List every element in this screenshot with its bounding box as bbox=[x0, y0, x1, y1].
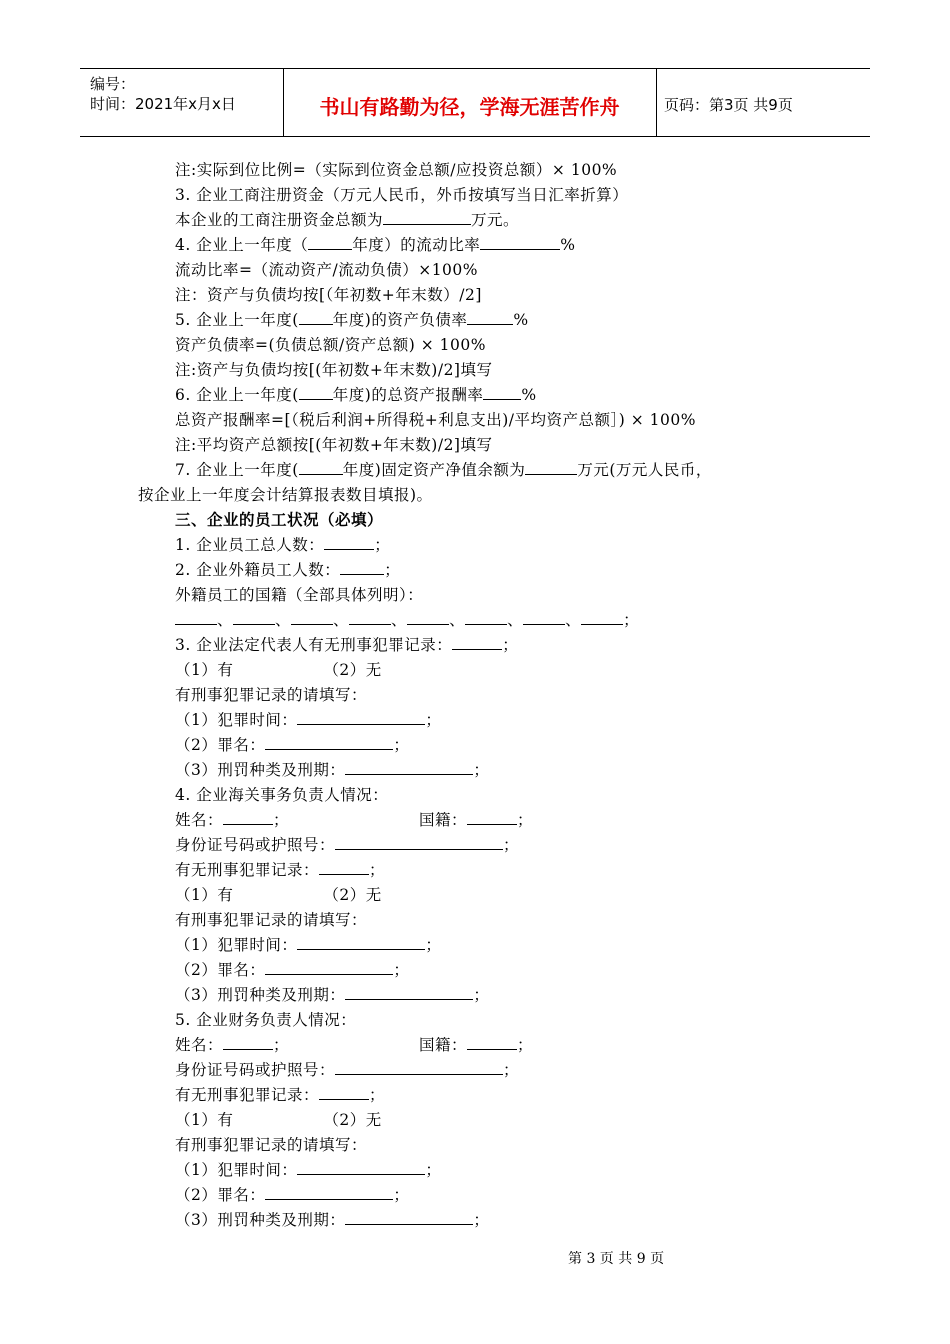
text-line bbox=[175, 1160, 441, 1180]
text-line bbox=[175, 360, 492, 380]
text: 4. 企业上一年度（ bbox=[175, 236, 309, 254]
option-no: （2）无 bbox=[323, 1111, 382, 1129]
text-line bbox=[175, 1135, 367, 1155]
text: ； bbox=[393, 961, 410, 979]
text-line bbox=[175, 860, 385, 880]
text-line bbox=[175, 560, 400, 580]
blank-field[interactable] bbox=[335, 1060, 503, 1075]
text-line bbox=[175, 185, 628, 205]
text: % bbox=[560, 236, 576, 254]
text-line bbox=[138, 485, 433, 505]
text: ； bbox=[517, 811, 534, 829]
option-yes: （1）有 bbox=[175, 886, 234, 904]
separator: 、 bbox=[333, 611, 350, 629]
text: ； bbox=[393, 1186, 410, 1204]
text: ； bbox=[369, 1086, 386, 1104]
text: （2）罪名： bbox=[175, 1186, 266, 1204]
text: 国籍： bbox=[419, 1036, 468, 1054]
blank-field[interactable] bbox=[452, 635, 502, 650]
text: 4. 企业海关事务负责人情况： bbox=[175, 786, 389, 804]
text: ； bbox=[273, 811, 290, 829]
text-line bbox=[175, 735, 409, 755]
text: 资产负债率=(负债总额/资产总额) × 100% bbox=[175, 336, 486, 354]
separator: 、 bbox=[391, 611, 408, 629]
text-line bbox=[175, 585, 423, 605]
text: 5. 企业上一年度( bbox=[175, 311, 299, 329]
text-line bbox=[175, 210, 519, 230]
text: ； bbox=[517, 1036, 534, 1054]
blank-field[interactable] bbox=[480, 235, 560, 250]
text: ； bbox=[473, 1211, 490, 1229]
header-right-cell bbox=[656, 69, 870, 136]
text: 5. 企业财务负责人情况： bbox=[175, 1011, 357, 1029]
text-line bbox=[175, 710, 441, 730]
text: 3. 企业工商注册资金（万元人民币，外币按填写当日汇率折算） bbox=[175, 186, 629, 204]
text: ； bbox=[273, 1036, 290, 1054]
separator: 、 bbox=[565, 611, 582, 629]
text: ； bbox=[374, 536, 391, 554]
text: （1）犯罪时间： bbox=[175, 936, 298, 954]
text: 本企业的工商注册资金总额为 bbox=[175, 211, 384, 229]
text: 国籍： bbox=[419, 811, 468, 829]
text-line bbox=[175, 1085, 385, 1105]
text-line bbox=[175, 985, 489, 1005]
text: ； bbox=[502, 636, 519, 654]
text-line bbox=[175, 910, 367, 930]
page-header bbox=[80, 68, 870, 137]
text: 身份证号码或护照号： bbox=[175, 1061, 336, 1079]
blank-field[interactable] bbox=[349, 610, 391, 625]
header-middle-cell bbox=[283, 69, 657, 136]
blank-field[interactable] bbox=[340, 560, 384, 575]
blank-field[interactable] bbox=[324, 535, 374, 550]
text-line bbox=[175, 1060, 519, 1080]
text: 年度)的资产负债率 bbox=[332, 311, 468, 329]
text: 6. 企业上一年度( bbox=[175, 386, 299, 404]
section-heading bbox=[175, 510, 383, 530]
text-line bbox=[175, 1010, 356, 1030]
blank-field[interactable] bbox=[581, 610, 623, 625]
text-line bbox=[175, 1185, 409, 1205]
text: ； bbox=[425, 1161, 442, 1179]
text-line bbox=[175, 260, 478, 280]
motto: 书山有路勤为径，学海无涯苦作舟 bbox=[319, 95, 620, 119]
text: ； bbox=[623, 611, 640, 629]
text: 1. 企业员工总人数： bbox=[175, 536, 325, 554]
text: 注:平均资产总额按[(年初数+年末数)/2]填写 bbox=[175, 436, 493, 454]
blank-field[interactable] bbox=[383, 210, 471, 225]
text: （1）犯罪时间： bbox=[175, 711, 298, 729]
text-line bbox=[175, 835, 519, 855]
text: 身份证号码或护照号： bbox=[175, 836, 336, 854]
text-line bbox=[175, 1210, 489, 1230]
text: 姓名： bbox=[175, 1036, 224, 1054]
text-line bbox=[175, 635, 518, 655]
blank-field[interactable] bbox=[265, 735, 393, 750]
text: 年度）的流动比率 bbox=[352, 236, 481, 254]
text: ； bbox=[503, 836, 520, 854]
text: 注:实际到位比例=（实际到位资金总额/应投资总额）× 100% bbox=[175, 161, 618, 179]
option-no: （2）无 bbox=[323, 661, 382, 679]
doc-number-label: 编号： bbox=[90, 75, 136, 93]
text: 年度)固定资产净值余额为 bbox=[342, 461, 526, 479]
text: ； bbox=[473, 986, 490, 1004]
text: 2. 企业外籍员工人数： bbox=[175, 561, 341, 579]
text-line bbox=[175, 410, 696, 430]
blank-field[interactable] bbox=[299, 460, 343, 475]
text: 外籍员工的国籍（全部具体列明）： bbox=[175, 586, 424, 604]
blank-field[interactable] bbox=[299, 310, 333, 325]
text: 流动比率=（流动资产/流动负债）×100% bbox=[175, 261, 479, 279]
text: 注:资产与负债均按[(年初数+年末数)/2]填写 bbox=[175, 361, 493, 379]
blank-field[interactable] bbox=[299, 385, 333, 400]
text: 注：资产与负债均按[（年初数+年末数）/2] bbox=[175, 286, 482, 304]
blank-field[interactable] bbox=[223, 1035, 273, 1050]
text-line bbox=[175, 1035, 533, 1055]
text: 万元。 bbox=[471, 211, 520, 229]
blank-field[interactable] bbox=[297, 1160, 425, 1175]
blank-field[interactable] bbox=[335, 835, 503, 850]
text: 姓名： bbox=[175, 811, 224, 829]
blank-field[interactable] bbox=[345, 760, 473, 775]
text-line bbox=[175, 335, 486, 355]
text: % bbox=[513, 311, 529, 329]
options-line bbox=[175, 885, 382, 905]
text: ； bbox=[425, 711, 442, 729]
separator: 、 bbox=[275, 611, 292, 629]
text-line bbox=[175, 960, 409, 980]
text: （1）犯罪时间： bbox=[175, 1161, 298, 1179]
text: 有刑事犯罪记录的请填写： bbox=[175, 686, 368, 704]
text-line bbox=[175, 785, 388, 805]
text: ； bbox=[425, 936, 442, 954]
text: （2）罪名： bbox=[175, 736, 266, 754]
text: ； bbox=[393, 736, 410, 754]
text: 有无刑事犯罪记录： bbox=[175, 1086, 320, 1104]
text: 三、企业的员工状况（必填） bbox=[175, 511, 384, 529]
text-line bbox=[175, 460, 712, 480]
text: （3）刑罚种类及刑期： bbox=[175, 986, 346, 1004]
text: ； bbox=[473, 761, 490, 779]
options-line bbox=[175, 1110, 382, 1130]
separator: 、 bbox=[449, 611, 466, 629]
footer-page-number: 第 3 页 共 9 页 bbox=[568, 1251, 665, 1267]
text: ； bbox=[503, 1061, 520, 1079]
blank-field[interactable] bbox=[407, 610, 449, 625]
text: 按企业上一年度会计结算报表数目填报)。 bbox=[138, 486, 433, 504]
blank-field[interactable] bbox=[233, 610, 275, 625]
text-line bbox=[175, 435, 492, 455]
blank-field[interactable] bbox=[523, 610, 565, 625]
blank-field[interactable] bbox=[467, 810, 517, 825]
text-line bbox=[175, 810, 533, 830]
text-line bbox=[175, 160, 617, 180]
page-number-label: 页码：第3页 共9页 bbox=[664, 96, 793, 114]
text: 年度)的总资产报酬率 bbox=[332, 386, 484, 404]
text: （2）罪名： bbox=[175, 961, 266, 979]
text-line bbox=[175, 385, 537, 405]
blank-field[interactable] bbox=[345, 985, 473, 1000]
text-line bbox=[175, 760, 489, 780]
text: （3）刑罚种类及刑期： bbox=[175, 1211, 346, 1229]
text: ； bbox=[369, 861, 386, 879]
text: 有刑事犯罪记录的请填写： bbox=[175, 911, 368, 929]
text: 有无刑事犯罪记录： bbox=[175, 861, 320, 879]
blank-field[interactable] bbox=[319, 860, 369, 875]
nationality-list bbox=[175, 610, 639, 630]
blank-field[interactable] bbox=[297, 935, 425, 950]
blank-field[interactable] bbox=[308, 235, 352, 250]
text: % bbox=[521, 386, 537, 404]
blank-field[interactable] bbox=[223, 810, 273, 825]
text-line bbox=[175, 935, 441, 955]
options-line bbox=[175, 660, 382, 680]
blank-field[interactable] bbox=[291, 610, 333, 625]
text: 7. 企业上一年度( bbox=[175, 461, 299, 479]
blank-field[interactable] bbox=[525, 460, 577, 475]
text: 万元(万元人民币， bbox=[577, 461, 712, 479]
blank-field[interactable] bbox=[265, 960, 393, 975]
text: 3. 企业法定代表人有无刑事犯罪记录： bbox=[175, 636, 453, 654]
blank-field[interactable] bbox=[465, 610, 507, 625]
text: 有刑事犯罪记录的请填写： bbox=[175, 1136, 368, 1154]
date-label: 时间：2021年x月x日 bbox=[90, 95, 236, 113]
blank-field[interactable] bbox=[467, 310, 513, 325]
option-yes: （1）有 bbox=[175, 1111, 234, 1129]
text-line bbox=[175, 285, 482, 305]
blank-field[interactable] bbox=[467, 1035, 517, 1050]
text-line bbox=[175, 235, 575, 255]
text-line bbox=[175, 310, 529, 330]
text-line bbox=[175, 535, 390, 555]
text: 总资产报酬率=[（税后利润+所得税+利息支出)/平均资产总额］) × 100% bbox=[175, 411, 696, 429]
blank-field[interactable] bbox=[483, 385, 521, 400]
separator: 、 bbox=[507, 611, 524, 629]
blank-field[interactable] bbox=[265, 1185, 393, 1200]
option-no: （2）无 bbox=[323, 886, 382, 904]
blank-field[interactable] bbox=[297, 710, 425, 725]
text: （3）刑罚种类及刑期： bbox=[175, 761, 346, 779]
option-yes: （1）有 bbox=[175, 661, 234, 679]
blank-field[interactable] bbox=[319, 1085, 369, 1100]
blank-field[interactable] bbox=[175, 610, 217, 625]
text: ； bbox=[384, 561, 401, 579]
separator: 、 bbox=[217, 611, 234, 629]
text-line bbox=[175, 685, 367, 705]
header-left-cell bbox=[80, 69, 284, 136]
blank-field[interactable] bbox=[345, 1210, 473, 1225]
